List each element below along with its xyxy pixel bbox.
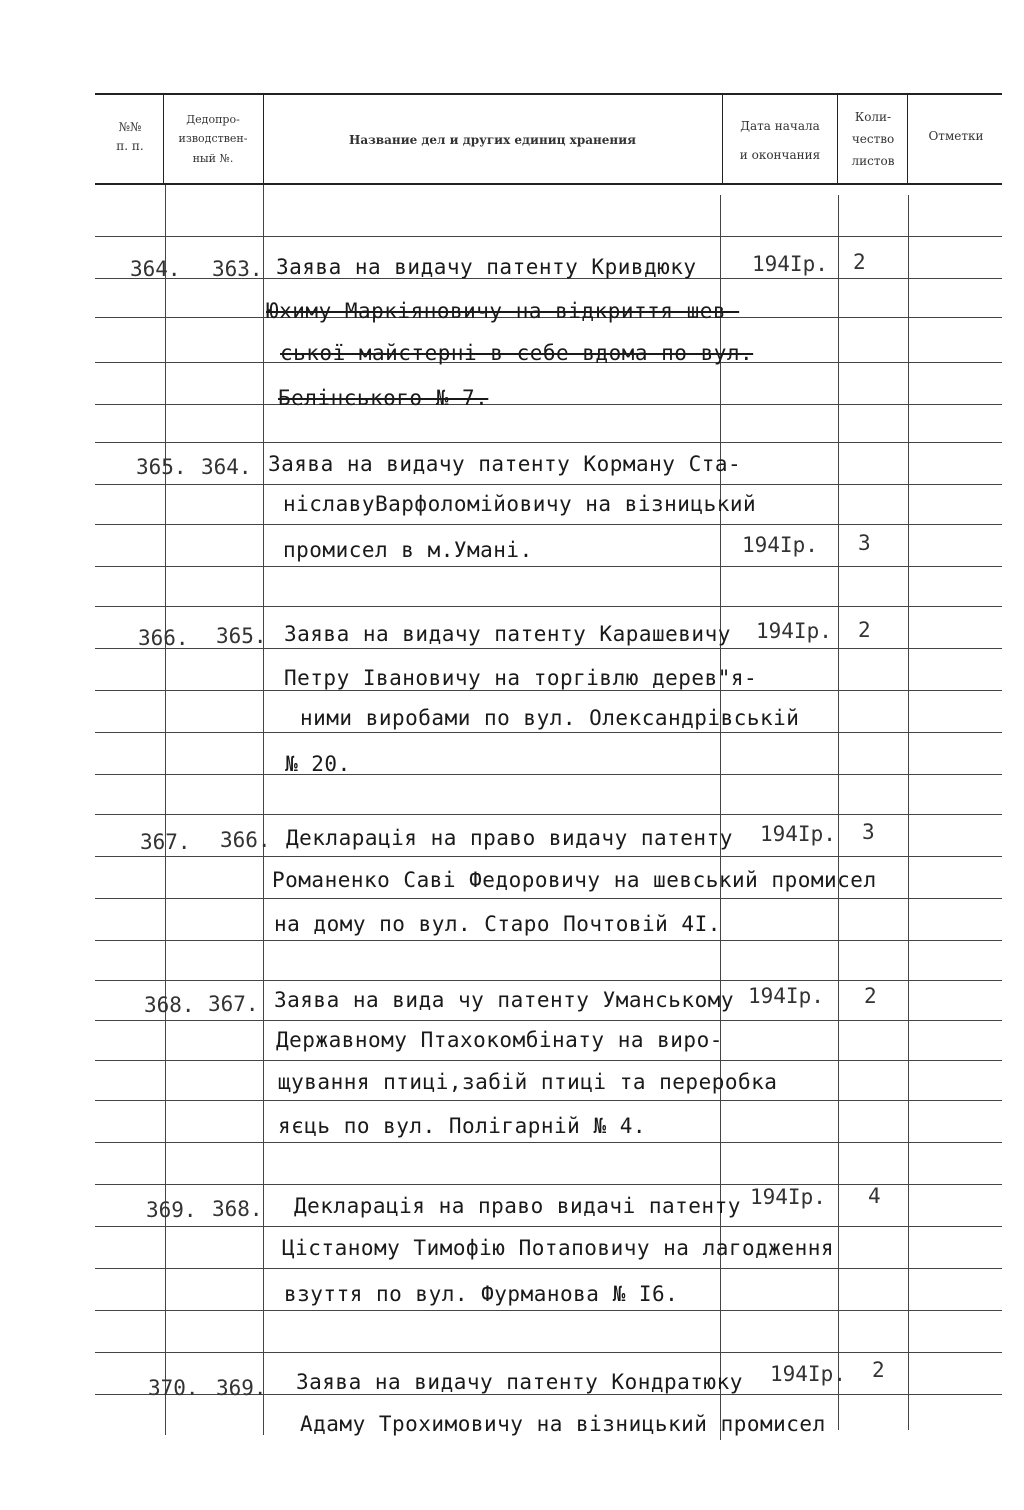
entry-title-line: Декларація на право видачу патенту [286,826,733,850]
entry-sheet-count: 3 [858,531,871,555]
entry-title-line: ської майстерні в себе вдома по вул. [280,341,754,365]
ruled-line [95,1310,1002,1311]
header-divider [263,95,264,183]
ruled-line [95,814,1002,815]
ruled-line [95,980,1002,981]
entry-title-line: Декларація на право видачі патенту [294,1194,741,1218]
entry-number: 367. [140,830,191,854]
entry-title-line: Адаму Трохимовичу на візницький промисел [300,1412,826,1436]
entry-number: 364. [130,257,181,281]
ruled-line [95,1268,1002,1269]
entry-title-line: Петру Івановичу на торгівлю дерев"я- [284,666,758,690]
column-line [838,195,839,1430]
entry-title-line: Заява на видачу патенту Кондратюку [296,1370,743,1394]
entry-sheet-count: 4 [868,1184,881,1208]
header-divider [163,95,164,183]
ruled-line [95,442,1002,443]
ruled-line [95,1352,1002,1353]
entry-date: 194Iр. [742,533,818,557]
header-divider [907,95,908,183]
entry-number: 365. [136,455,187,479]
header-divider [722,95,723,183]
entry-case-number: 365. [216,624,267,648]
entry-sheet-count: 2 [853,250,866,274]
entry-title-line: на дому по вул. Старо Почтовій 4I. [274,912,721,936]
entry-title-line: взуття по вул. Фурманова № I6. [284,1282,679,1306]
entry-date: 194Iр. [770,1362,846,1386]
ruled-line [95,732,1002,733]
ruled-line [95,404,1002,405]
entry-title-line: Заява на видачу патенту Карашевичу [284,622,731,646]
header-top-rule [95,93,1002,95]
ruled-line [95,648,1002,649]
entry-number: 369. [146,1198,197,1222]
entry-case-number: 367. [208,992,259,1016]
entry-sheet-count: 2 [872,1358,885,1382]
header-col-case: Дедопро- изводствен- ный №. [178,113,248,165]
entry-case-number: 369. [216,1376,267,1400]
entry-date: 194Iр. [748,984,824,1008]
entry-title-line: Романенко Саві Федоровичу на шевський промисел [272,868,877,892]
header-col-count: Коли- чество листов [851,110,895,169]
ruled-line [95,1020,1002,1021]
entry-title-line: яєць по вул. Полігарній № 4. [278,1114,647,1138]
entry-case-number: 364. [201,455,252,479]
entry-title-line: ними виробами по вул. Олександрівській [300,706,800,730]
ruled-line [95,1226,1002,1227]
entry-sheet-count: 3 [862,820,875,844]
entry-number: 366. [138,626,189,650]
column-line [263,185,264,1435]
entry-number: 370. [148,1376,199,1400]
entry-date: 194Iр. [752,252,828,276]
header-divider [837,95,838,183]
entry-case-number: 366. [220,828,271,852]
ruled-line [95,856,1002,857]
ruled-line [95,1142,1002,1143]
header-col-title: Название дел и других единиц хранения [349,133,636,147]
header-col-notes: Отметки [928,129,984,143]
column-line [908,195,909,1430]
entry-sheet-count: 2 [864,984,877,1008]
ruled-line [95,606,1002,607]
ruled-line [95,236,1002,237]
entry-title-line: Юхиму Маркіяновичу на відкриття шев- [266,299,740,323]
entry-sheet-count: 2 [858,618,871,642]
entry-title-line: щування птиці,забій птиці та переробка [278,1070,778,1094]
entry-title-line: Заява на видачу патенту Кривдюку [276,255,697,279]
entry-title-line: № 20. [285,752,351,776]
entry-case-number: 363. [212,257,263,281]
header-bottom-rule [95,183,1002,185]
ruled-line [95,524,1002,525]
ruled-line [95,1100,1002,1101]
ruled-line [95,484,1002,485]
entry-date: 194Iр. [756,619,832,643]
ruled-line [95,1184,1002,1185]
column-line [165,185,166,1435]
entry-title-line: ніславуВарфоломійовичу на візницький [283,492,757,516]
ruled-line [95,690,1002,691]
entry-case-number: 368. [212,1197,263,1221]
ruled-line [95,940,1002,941]
header-col-date: Дата начала и окончания [739,119,821,162]
ruled-line [95,566,1002,567]
entry-date: 194Iр. [750,1185,826,1209]
ruled-line [95,898,1002,899]
header-col-number: №№ п. п. [116,120,144,154]
entry-title-line: Белінського № 7. [278,386,489,410]
entry-date: 194Iр. [760,822,836,846]
entry-title-line: промисел в м.Умані. [283,538,533,562]
ruled-line [95,774,1002,775]
entry-number: 368. [144,993,195,1017]
entry-title-line: Заява на вида чу патенту Уманському [274,988,735,1012]
ruled-line [95,1060,1002,1061]
entry-title-line: Цістаному Тимофію Потаповичу на лагодження [282,1236,835,1260]
entry-title-line: Заява на видачу патенту Корману Ста- [268,452,742,476]
entry-title-line: Державному Птахокомбінату на виро- [276,1028,723,1052]
